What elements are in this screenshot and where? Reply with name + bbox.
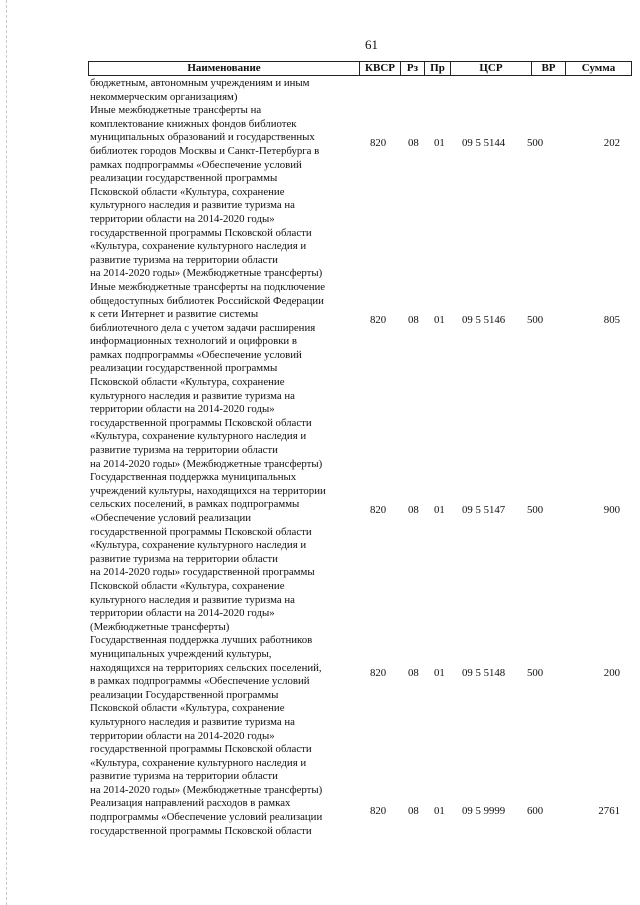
header-vr: ВР (532, 62, 566, 75)
row-kvsr: 820 (370, 805, 387, 818)
row-pr: 01 (434, 504, 445, 517)
row-name: Государственная поддержка лучших работников муниципальных учреждений культуры, находящихся на территориях сельских поселений, в рамках подпрограммы «Обеспечение условий реализации Государственной программы Псковской области «Культура, сохранение культурного наследия и развитие туризма на территории области на 2014-2020 годы» государственной программы Псковской области «Культура, сохранение культурного наследия и развитие туризма на территории области на 2014-2020 годы» (Межбюджетные трансферты) (90, 634, 323, 796)
table-row (90, 797, 630, 838)
table-row (90, 634, 630, 797)
row-pr: 01 (434, 805, 445, 818)
row-csr: 09 5 5147 (462, 504, 506, 517)
row-csr: 09 5 5144 (462, 137, 506, 150)
row-csr: 09 5 5148 (462, 667, 506, 680)
page-number: 61 (365, 37, 378, 52)
table-row (90, 104, 630, 281)
row-vr: 500 (527, 137, 544, 150)
row-csr: 09 5 9999 (462, 805, 506, 818)
row-kvsr: 820 (370, 313, 387, 326)
continuation-text: бюджетным, автономным учреждениям и иным некоммерческим организациям) (90, 77, 310, 103)
scan-margin-line (6, 0, 8, 905)
row-rz: 08 (408, 805, 419, 818)
row-sum: 2761 (598, 805, 620, 818)
row-kvsr: 820 (370, 504, 387, 517)
row-sum: 200 (603, 667, 620, 680)
header-pr: Пр (425, 62, 451, 75)
row-kvsr: 820 (370, 667, 387, 680)
row-kvsr: 820 (370, 137, 387, 150)
table-header (88, 61, 632, 76)
table-row (90, 281, 630, 471)
header-sum: Сумма (581, 62, 616, 74)
header-csr: ЦСР (451, 62, 532, 75)
row-pr: 01 (434, 667, 445, 680)
row-rz: 08 (408, 667, 419, 680)
row-name: Государственная поддержка муниципальных учреждений культуры, находящихся на территории сельских поселений, в рамках подпрограммы «Обеспечение условий реализации государственной программы Псковской области «Культура, сохранение культурного наследия и развитие туризма на территории области на 2014-2020 годы» государственной программы Псковской области «Культура, сохранение культурного наследия и развитие туризма на территории области на 2014-2020 годы» (Межбюджетные трансферты) (90, 471, 326, 633)
row-pr: 01 (434, 137, 445, 150)
row-sum: 805 (603, 313, 620, 326)
row-name: Иные межбюджетные трансферты на комплектование книжных фондов библиотек муниципальных образований и государственных библиотек городов Москвы и Санкт-Петербурга в рамках подпрограммы «Обеспечение условий реализации государственной программы Псковской области «Культура, сохранение культурного наследия и развитие туризма на территории области на 2014-2020 годы» государственной программы Псковской области «Культура, сохранение культурного наследия и развитие туризма на территории области на 2014-2020 годы» (Межбюджетные трансферты) (90, 104, 323, 280)
row-name: Реализация направлений расходов в рамках подпрограммы «Обеспечение условий реализации государственной программы Псковской области (90, 797, 323, 837)
header-rz: Рз (401, 62, 425, 75)
row-rz: 08 (408, 137, 419, 150)
header-kvsr: КВСР (360, 62, 401, 75)
row-rz: 08 (408, 313, 419, 326)
row-vr: 600 (527, 805, 544, 818)
table-row (90, 471, 630, 634)
row-rz: 08 (408, 504, 419, 517)
row-vr: 500 (527, 504, 544, 517)
row-csr: 09 5 5146 (462, 313, 506, 326)
table-body (90, 77, 630, 838)
row-vr: 500 (527, 313, 544, 326)
row-pr: 01 (434, 313, 445, 326)
header-name: Наименование (89, 62, 360, 75)
row-vr: 500 (527, 667, 544, 680)
row-sum: 900 (603, 504, 620, 517)
row-sum: 202 (603, 137, 620, 150)
row-name: Иные межбюджетные трансферты на подключение общедоступных библиотек Российской Федерации к сети Интернет и развитие системы библиотечного дела с учетом задачи расширения информационных технологий и оцифровки в рамках подпрограммы «Обеспечение условий реализации государственной программы Псковской области «Культура, сохранение культурного наследия и развитие туризма на территории области на 2014-2020 годы» государственной программы Псковской области «Культура, сохранение культурного наследия и развитие туризма на территории области на 2014-2020 годы» (Межбюджетные трансферты) (90, 280, 326, 470)
